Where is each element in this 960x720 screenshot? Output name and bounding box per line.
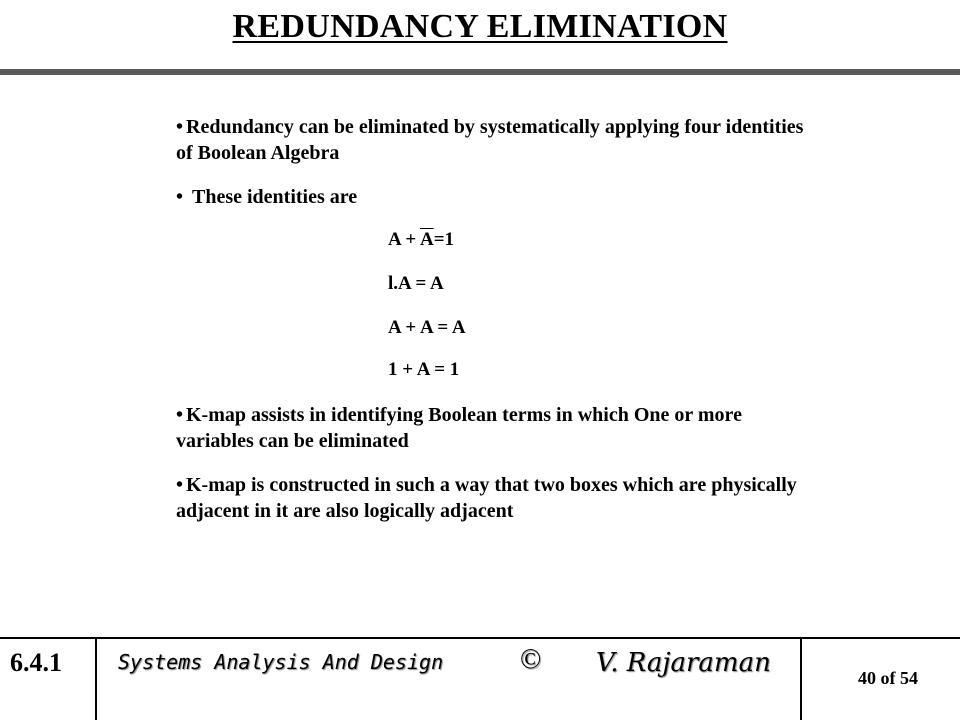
identity-multiply: l.A = A [388,273,444,294]
identity-suffix: =1 [433,229,455,250]
course-name: Systems Analysis And Design [118,650,444,674]
copyright-icon: © [520,644,542,675]
identity-prefix: A + [388,229,420,250]
identity-complement [388,228,454,252]
bullet-icon: • [176,186,184,208]
bullet-text: K-map assists in identifying Boolean terms in which One or more variables can be eliminated [176,404,742,452]
footer-separator-right [800,639,802,720]
bullet-item [176,402,816,454]
page-number: 40 of 54 [858,668,918,688]
bullet-text: K-map is constructed in such a way that two boxes which are physically adjacent in it are also logically adjacent [176,474,797,522]
identity-idempotent: A + A = A [388,317,466,338]
author-name: V. Rajaraman [596,648,771,678]
identity-null: 1 + A = 1 [388,359,460,380]
bullet-icon: • [176,116,184,138]
footer-divider [0,637,960,639]
bullet-item [176,184,816,210]
bullet-text: These identities are [192,186,358,208]
bullet-item [176,114,816,166]
bullet-icon: • [176,404,184,426]
footer-separator-left [95,639,97,720]
slide-title: REDUNDANCY ELIMINATION [232,8,728,45]
bullet-icon: • [176,474,184,496]
title-divider [0,69,960,75]
bullet-item [176,472,816,524]
bullet-text: Redundancy can be eliminated by systematically applying four identities of Boolean Algebra [176,116,804,164]
complement-variable: $\overline{A}$ [419,229,434,250]
section-number: 6.4.1 [10,648,62,677]
